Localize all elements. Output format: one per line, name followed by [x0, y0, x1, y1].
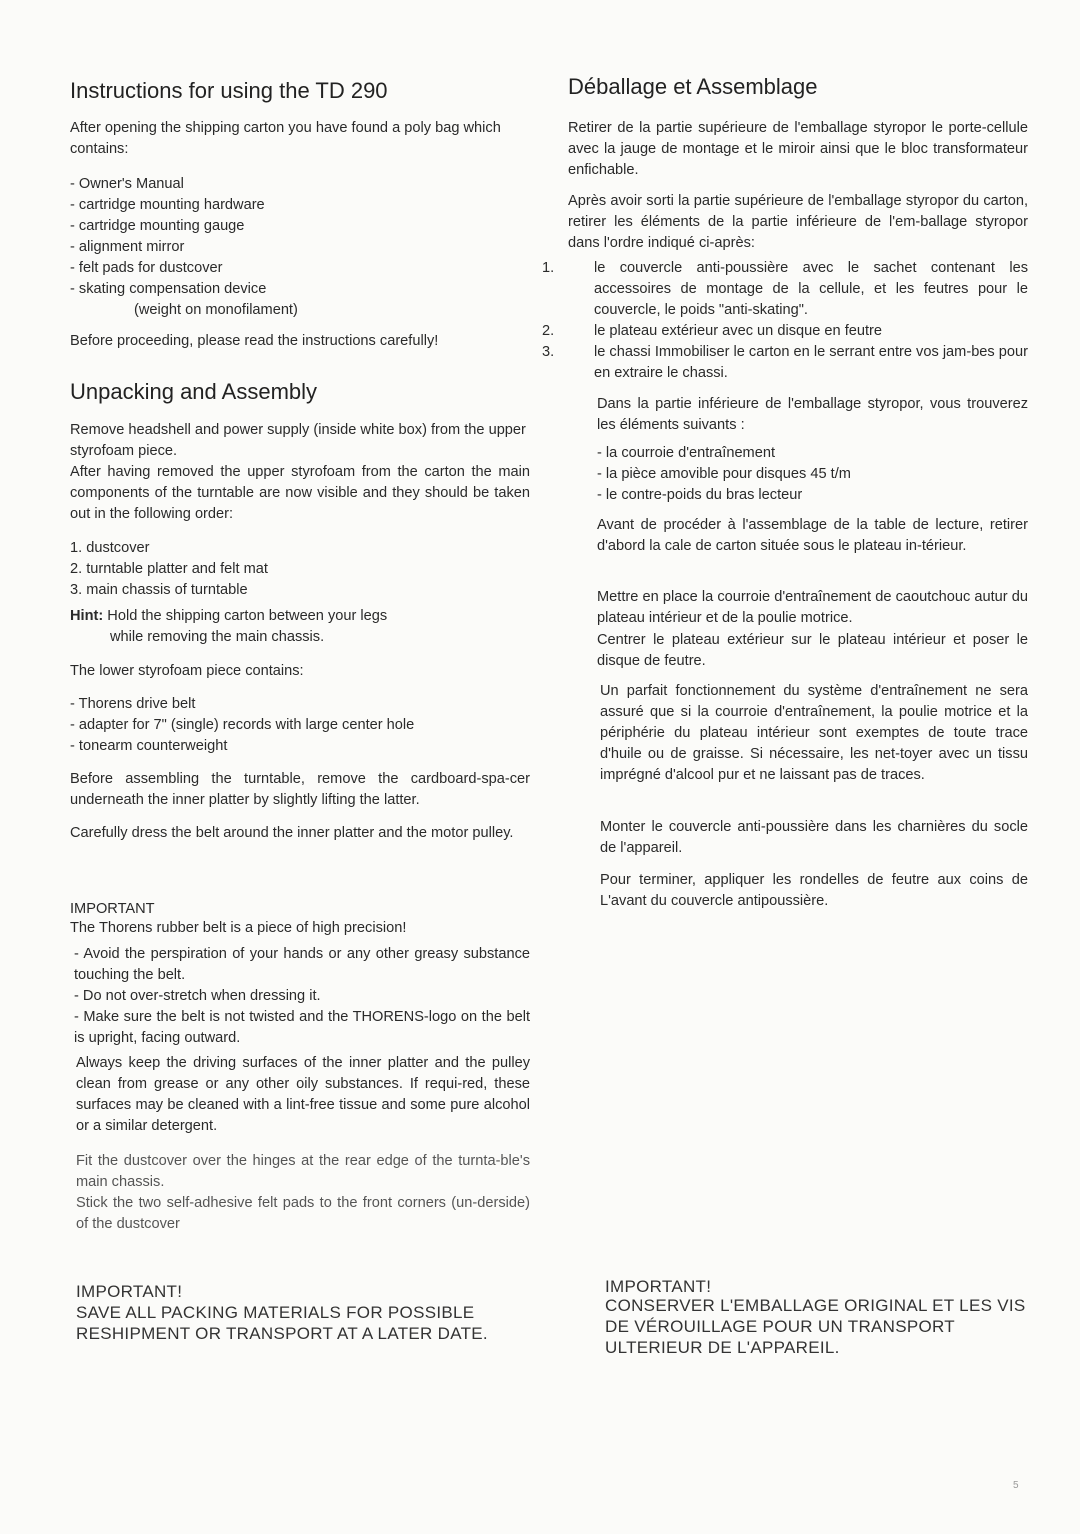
spacer-note: Before assembling the turntable, remove the cardboard-spa-cer underneath the inner platter by slightly lifting the latter. [70, 771, 530, 808]
lower-piece-list [70, 694, 530, 757]
page-title: Instructions for using the TD 290 [70, 78, 388, 103]
list-item: 2. le plateau extérieur avec un disque en feutre [568, 321, 1028, 342]
fr-paragraph-7: Pour terminer, appliquer les rondelles de feutre aux coins de L'avant du couvercle antipoussière. [600, 872, 1028, 909]
list-item: 3. main chassis of turntable [70, 582, 248, 598]
read-note: Before proceeding, please read the instructions carefully! [70, 333, 439, 349]
intro-text: After opening the shipping carton you have found a poly bag which contains: [70, 120, 501, 157]
save-important-label: IMPORTANT! [76, 1282, 183, 1301]
list-item: - tonearm counterweight [70, 738, 228, 754]
list-item: - le contre-poids du bras lecteur [597, 487, 803, 503]
list-item: - skating compensation device [70, 281, 267, 297]
fr-save-important-label: IMPORTANT! [605, 1277, 712, 1296]
hint [70, 606, 530, 648]
list-item: - cartridge mounting hardware [70, 197, 265, 213]
unpack-paragraph-2: After having removed the upper styrofoam from the carton the main components of the turntable are now visible and they should be taken out in the following order: [70, 464, 530, 522]
fr-paragraph-2: Après avoir sorti la partie supérieure de l'emballage styropor du carton, retirer les éléments de la partie inférieure de l'em-ballage styropor dans l'ordre indiqué ci-après: [568, 193, 1028, 251]
fr-lower-list [597, 443, 1028, 506]
list-item: 2. turntable platter and felt mat [70, 561, 268, 577]
dustcover-note-2: Stick the two self-adhesive felt pads to the front corners (un-derside) of the dustcover [76, 1195, 530, 1232]
fr-paragraph-4b: Centrer le plateau extérieur sur le plateau intérieur et poser le disque de feutre. [597, 632, 1028, 669]
lower-piece-intro: The lower styrofoam piece contains: [70, 663, 304, 679]
page-number: 5 [1013, 1480, 1019, 1491]
fr-paragraph-3: Avant de procéder à l'assemblage de la table de lecture, retirer d'abord la cale de carton située sous le plateau in-térieur. [597, 517, 1028, 554]
list-number: 3. [542, 344, 555, 360]
list-item: - Owner's Manual [70, 176, 184, 192]
fr-order-list [542, 258, 1028, 384]
hint-text-continued: while removing the main chassis. [110, 629, 325, 645]
list-number: 1. [542, 260, 555, 276]
fr-save-packing-notice: CONSERVER L'EMBALLAGE ORIGINAL ET LES VIS DE VÉROUILLAGE POUR UN TRANSPORT ULTERIEUR DE L'APPAREIL. [605, 1296, 1026, 1357]
important-label: IMPORTANT [70, 901, 155, 917]
component-order-list [70, 538, 530, 601]
fr-paragraph-1: Retirer de la partie supérieure de l'emballage styropor le porte-cellule avec la jauge de montage et le miroir ainsi que le bloc transformateur enfichable. [568, 120, 1028, 178]
fr-lower-intro: Dans la partie inférieure de l'emballage styropor, vous trouverez les éléments suivants : [597, 396, 1028, 433]
list-item: - Do not over-stretch when dressing it. [74, 988, 321, 1004]
list-number: 2. [542, 323, 555, 339]
list-item: - Make sure the belt is not twisted and the THORENS-logo on the belt is upright, facing outward. [74, 1009, 530, 1046]
list-item: 1. le couvercle anti-poussière avec le sachet contenant les accessoires de montage de la cellule, et les feutres pour le couvercle, le poids "anti-skating". [542, 260, 1028, 318]
fr-paragraph-5: Un parfait fonctionnement du système d'entraînement ne sera assuré que si la courroie d'entraînement, la poulie motrice et la périphérie du plateau intérieur sont exemptes de toute trace d'huile ou de graisse. Si nécessaire, les net-toyer avec un tissu imprégné d'alcool pur et ne laissant pas de traces. [600, 683, 1028, 783]
poly-bag-list [70, 174, 530, 321]
fr-paragraph-4a: Mettre en place la courroie d'entraînement de caoutchouc autur du plateau intérieur et de la poulie motrice. [597, 589, 1028, 626]
list-item: 1. dustcover [70, 540, 150, 556]
belt-note: Carefully dress the belt around the inner platter and the motor pulley. [70, 825, 514, 841]
section-title-unpacking: Unpacking and Assembly [70, 379, 318, 404]
fr-paragraph-6: Monter le couvercle anti-poussière dans les charnières du socle de l'appareil. [600, 819, 1028, 856]
section-title-french: Déballage et Assemblage [568, 74, 818, 99]
list-item: - alignment mirror [70, 239, 185, 255]
cleaning-note: Always keep the driving surfaces of the inner platter and the pulley clean from grease or any other oily substances. If requi-red, these surfaces may be cleaned with a lint-free tissue and some pure alcohol or a similar detergent. [76, 1055, 530, 1134]
list-item: - adapter for 7" (single) records with large center hole [70, 717, 415, 733]
dustcover-note-1: Fit the dustcover over the hinges at the rear edge of the turnta-ble's main chassis. [76, 1153, 530, 1190]
list-item: - la pièce amovible pour disques 45 t/m [597, 466, 851, 482]
belt-rules-list [74, 944, 530, 1049]
list-item-sub: (weight on monofilament) [134, 302, 298, 318]
unpack-paragraph-1: Remove headshell and power supply (inside white box) from the upper styrofoam piece. [70, 422, 526, 459]
hint-label: Hint: [70, 608, 104, 624]
save-packing-notice: SAVE ALL PACKING MATERIALS FOR POSSIBLE RESHIPMENT OR TRANSPORT AT A LATER DATE. [76, 1303, 488, 1343]
list-item: - felt pads for dustcover [70, 260, 223, 276]
list-item: - cartridge mounting gauge [70, 218, 245, 234]
list-item: - Avoid the perspiration of your hands or any other greasy substance touching the belt. [74, 946, 530, 983]
list-item: - la courroie d'entraînement [597, 445, 776, 461]
list-item: - Thorens drive belt [70, 696, 196, 712]
important-text: The Thorens rubber belt is a piece of high precision! [70, 920, 407, 936]
list-item: 3. le chassi Immobiliser le carton en le serrant entre vos jam-bes pour en extraire le chassi. [542, 344, 1028, 381]
hint-text: Hold the shipping carton between your legs [107, 608, 388, 624]
